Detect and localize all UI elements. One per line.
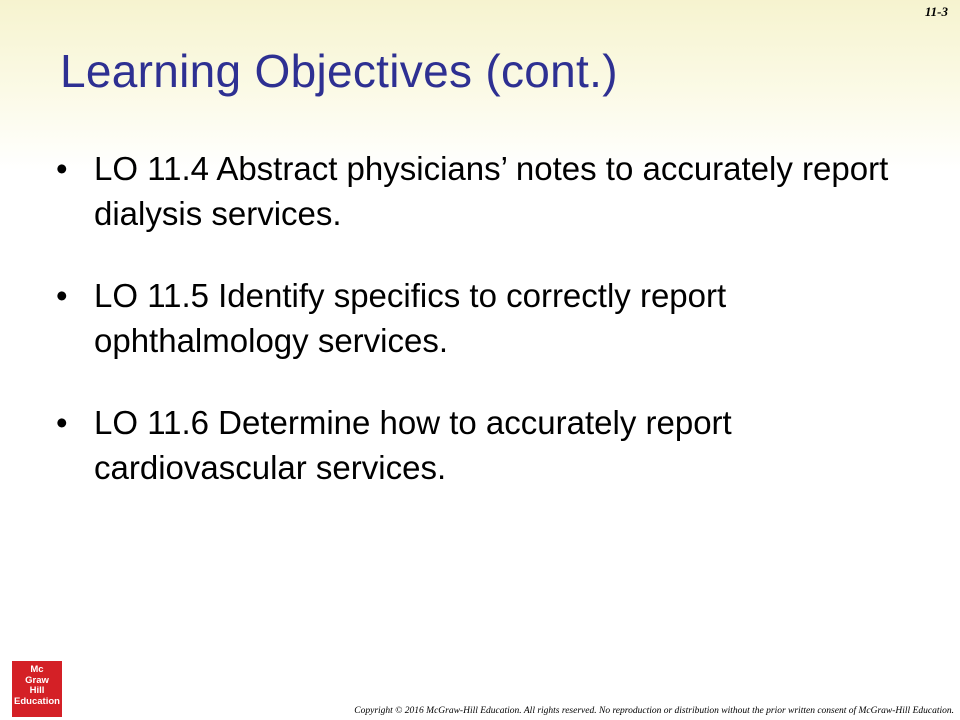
bullet-icon: • — [56, 150, 68, 187]
list-item — [56, 400, 916, 490]
bullet-icon: • — [56, 404, 68, 441]
list-item — [56, 273, 916, 363]
logo-text-line: Education — [14, 695, 60, 707]
logo-text-line: Hill — [29, 685, 45, 696]
logo-text-line: Mc — [30, 664, 44, 675]
list-item — [56, 146, 916, 236]
list-item-text: LO 11.4 Abstract physicians’ notes to accurately report dialysis services. — [94, 150, 889, 232]
bullet-icon: • — [56, 277, 68, 314]
copyright-notice: Copyright © 2016 McGraw-Hill Education. All rights reserved. No reproduction or distribution without the prior written consent of McGraw-Hill Education. — [354, 706, 954, 716]
list-item-text: LO 11.6 Determine how to accurately report cardiovascular services. — [94, 404, 732, 486]
logo-text-line: Graw — [25, 674, 49, 686]
slide-title: Learning Objectives (cont.) — [60, 45, 618, 97]
slide-number: 11-3 — [924, 4, 948, 19]
mcgraw-hill-logo — [12, 661, 62, 717]
objectives-list — [56, 146, 916, 527]
list-item-text: LO 11.5 Identify specifics to correctly report ophthalmology services. — [94, 277, 727, 359]
